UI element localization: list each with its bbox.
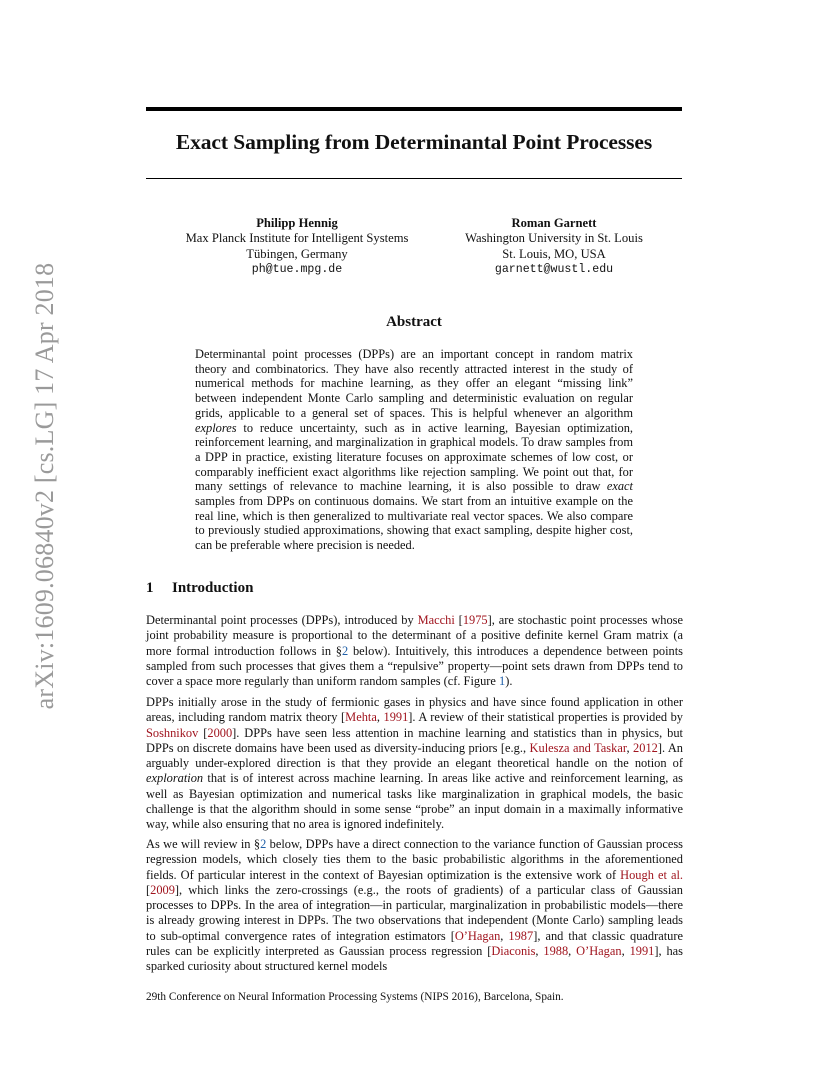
citation-link[interactable]: 1991 [383, 710, 409, 725]
citation-link[interactable]: Diaconis [491, 944, 536, 959]
title-rule-bottom [146, 178, 682, 179]
paragraph-text: ]. An arguably under-explored direction is that they provide an elegant theoretical handle on the notion of [146, 740, 684, 771]
citation-link[interactable]: 1988 [543, 944, 569, 959]
paragraph-text: DPPs initially arose in the study of fermionic gases in physics and have since found application in other areas, including random matrix theory [ [146, 695, 683, 725]
arxiv-identifier: arXiv:1609.06840v2 [cs.LG] 17 Apr 2018 [30, 262, 59, 710]
abstract-emphasis: explores [195, 420, 237, 435]
author-name: Roman Garnett [511, 216, 597, 230]
author-block [446, 216, 662, 277]
citation-link[interactable]: Mehta [345, 710, 377, 725]
author-name: Philipp Hennig [256, 216, 338, 230]
section-link[interactable]: 2 [342, 643, 349, 658]
paragraph-text: below). Intuitively, this introduces a dependence between points sampled from such processes that gives them a “repulsive” property—point sets drawn from DPPs tend to cover a space more regularly than uniform random samples (cf. Figure [146, 643, 683, 689]
body-paragraph [146, 695, 683, 833]
paragraph-text: ]. DPPs have seen less attention in machine learning and statistics than in physics, but DPPs on discrete domains have been used as diversity-inducing priors [e.g., [146, 725, 683, 755]
paragraph-text: , [568, 944, 577, 959]
section-heading [146, 580, 253, 597]
author-email[interactable]: garnett@wustl.edu [494, 262, 614, 276]
paragraph-text: , [626, 740, 634, 755]
body-paragraph [146, 613, 683, 689]
paragraph-emphasis: exploration [146, 771, 204, 786]
section-link[interactable]: 2 [260, 837, 267, 851]
abstract-body [195, 347, 633, 553]
citation-link[interactable]: 1991 [629, 944, 655, 959]
paragraph-text: below, DPPs have a direct connection to the variance function of Gaussian process regression models, which closely ties them to the basic probabilistic algorithms in the aforementioned fields. Of particular interest in the context of Bayesian optimization is the extensive work of [146, 837, 684, 882]
citation-link[interactable]: Macchi [417, 613, 455, 627]
body-paragraph [146, 837, 683, 975]
citation-link[interactable]: 2000 [207, 725, 233, 740]
section-title: Introduction [172, 580, 254, 596]
citation-link[interactable]: Kulesza and Taskar [529, 740, 627, 755]
paragraph-text: As we will review in § [146, 837, 261, 851]
author-affiliation: Max Planck Institute for Intelligent Systems [185, 231, 409, 246]
paragraph-text: that is of interest across machine learning. In areas like active and reinforcement learning, as well as Bayesian optimization and numerical tasks like marginalization in graphical models, the basic challenge is that the algorithm should in some sense “probe” an input domain in a maximally informative way, while also ensuring that no area is ignored indefinitely. [146, 771, 683, 832]
author-email[interactable]: ph@tue.mpg.de [251, 262, 343, 276]
citation-link[interactable]: Hough et al. [620, 867, 683, 882]
citation-link[interactable]: 1975 [462, 613, 488, 627]
arxiv-sidebar [20, 262, 70, 710]
conference-footnote: 29th Conference on Neural Information Processing Systems (NIPS 2016), Barcelona, Spain. [146, 991, 564, 1003]
paragraph-text: , [376, 710, 384, 725]
paragraph-text: ). [505, 674, 513, 689]
citation-link[interactable]: O’Hagan [454, 928, 501, 943]
section-number: 1 [146, 580, 154, 596]
paragraph-text: [ [146, 882, 151, 897]
author-location: St. Louis, MO, USA [502, 246, 606, 261]
figure-link[interactable]: 1 [499, 674, 506, 689]
citation-link[interactable]: Soshnikov [146, 725, 199, 740]
abstract-text: Determinantal point processes (DPPs) are an important concept in random matrix theory and combinatorics. They have also recently attracted interest in the study of numerical methods for machine learning, as they offer an elegant “missing link” between independent Monte Carlo sampling and deterministic evaluation on regular grids, applicable to a general set of spaces. This is helpful whenever an algorithm [195, 347, 633, 420]
author-location: Tübingen, Germany [246, 246, 348, 261]
paragraph-text: ]. A review of their statistical properties is provided by [408, 710, 683, 725]
abstract-text: to reduce uncertainty, such as in active learning, Bayesian optimization, reinforcement learning, and marginalization in graphical models. To draw samples from a DPP in practice, existing literature focuses on approximate schemes of low cost, or comparably inefficient exact algorithms like rejection sampling. We point out that, for many settings of relevance to machine learning, it is also possible to draw [195, 420, 633, 494]
title-rule-top [146, 107, 682, 111]
paragraph-text: ], are stochastic point processes whose joint probability measure is proportional to the determinant of a positive definite kernel Gram matrix (a more formal introduction follows in § [146, 613, 683, 658]
paragraph-text: , [621, 944, 630, 959]
citation-link[interactable]: O’Hagan [576, 944, 622, 959]
paper-title: Exact Sampling from Determinantal Point Processes [175, 130, 653, 154]
paragraph-text: [ [454, 613, 463, 627]
abstract-text: samples from DPPs on continuous domains. We start from an intuitive example on the real line, which is then generalized to multivariate real vector spaces. We also compare to previously studied approximations, showing that exact sampling, despite higher cost, can be preferable where precision is needed. [195, 494, 633, 553]
paragraph-text: , [535, 944, 544, 959]
author-affiliation: Washington University in St. Louis [465, 231, 643, 246]
abstract-emphasis: exact [606, 479, 633, 494]
abstract-heading: Abstract [386, 314, 442, 330]
paragraph-text: [ [198, 725, 208, 740]
paragraph-text: ], which links the zero-crossings (e.g., the roots of gradients) of a particular class of Gaussian processes to DPPs. In the area of integration—in particular, marginalization in probabilistic models—there is already growing interest in DPPs. The two observations that independent (Monte Carlo) sampling leads to sub-optimal convergence rates of integration estimators [ [146, 882, 683, 943]
citation-link[interactable]: 2009 [150, 882, 175, 897]
paragraph-text: , [500, 928, 509, 943]
author-block [163, 216, 431, 277]
paragraph-text: ], and that classic quadrature rules can be explicitly interpreted as Gaussian process regression [ [146, 928, 683, 959]
citation-link[interactable]: 2012 [633, 740, 658, 755]
citation-link[interactable]: 1987 [508, 928, 534, 943]
paragraph-text: Determinantal point processes (DPPs), introduced by [146, 613, 418, 627]
paragraph-text: ], has sparked curiosity about structured kernel models [146, 944, 683, 974]
